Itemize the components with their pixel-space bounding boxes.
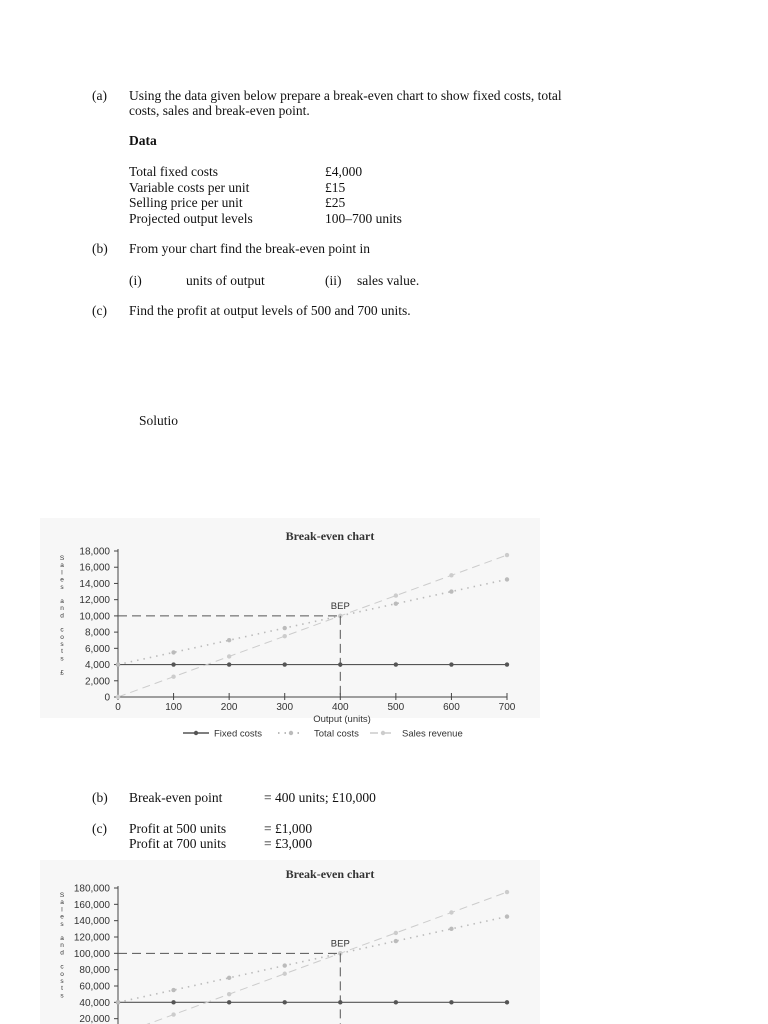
y-axis-label-letter: s [60, 920, 64, 928]
data-point [171, 1000, 175, 1004]
chart-title: Break-even chart [285, 529, 375, 543]
series-line-sales-revenue [118, 892, 507, 1024]
y-tick-label: 160,000 [73, 899, 110, 911]
data-row-value: £25 [325, 195, 346, 210]
x-tick-label: 0 [115, 702, 121, 713]
y-axis-label-letter: c [60, 626, 64, 634]
data-point [449, 1000, 453, 1004]
data-point [505, 553, 509, 557]
y-axis-label-letter: d [60, 949, 64, 957]
data-point [171, 988, 175, 992]
legend-marker [289, 731, 293, 735]
y-tick-label: 40,000 [79, 997, 110, 1009]
answer-c-name-2: Profit at 700 units [129, 836, 227, 851]
y-tick-label: 16,000 [79, 562, 110, 574]
series-line-sales-revenue [118, 555, 507, 697]
data-row-name: Variable costs per unit [129, 180, 250, 195]
y-tick-label: 140,000 [73, 916, 110, 928]
y-tick-label: 14,000 [79, 578, 110, 590]
data-point [505, 662, 509, 666]
question-b-ii-text: sales value. [357, 273, 420, 288]
data-point [283, 634, 287, 638]
data-point [227, 638, 231, 642]
series-line-total-costs [118, 917, 507, 1003]
y-tick-label: 2,000 [84, 676, 110, 688]
data-point [283, 626, 287, 630]
y-axis-label-letter: £ [60, 669, 64, 677]
x-tick-label: 600 [443, 702, 460, 713]
y-tick-label: 180,000 [73, 883, 110, 895]
question-a-line1: Using the data given below prepare a break-even chart to show fixed costs, total [129, 88, 562, 103]
data-point [505, 890, 509, 894]
question-b-label: (b) [92, 241, 108, 256]
y-axis-label-letter: s [60, 992, 64, 1000]
data-point [394, 602, 398, 606]
question-a-line2: costs, sales and break-even point. [129, 103, 310, 118]
data-row-name: Projected output levels [129, 211, 253, 226]
answer-c-value-1: = £1,000 [264, 821, 313, 836]
y-tick-label: 8,000 [84, 627, 110, 639]
data-row-name: Total fixed costs [129, 164, 219, 179]
data-point [171, 1012, 175, 1016]
data-point [505, 577, 509, 581]
chart-title: Break-even chart [285, 867, 375, 881]
break-even-chart-2 [0, 860, 768, 1024]
y-tick-label: 4,000 [84, 660, 110, 672]
question-b-i-label: (i) [129, 273, 142, 288]
data-point [116, 662, 120, 666]
data-point [283, 963, 287, 967]
data-heading: Data [129, 133, 157, 148]
data-point [505, 1000, 509, 1004]
y-axis-label-letter: l [61, 569, 63, 577]
question-b-text: From your chart find the break-even point in [129, 241, 371, 256]
question-a-label: (a) [92, 88, 107, 103]
data-point [283, 972, 287, 976]
y-tick-label: 12,000 [79, 595, 110, 607]
data-point [505, 914, 509, 918]
question-c-text: Find the profit at output levels of 500 and 700 units. [129, 303, 411, 318]
data-point [171, 662, 175, 666]
data-point [394, 931, 398, 935]
data-point [227, 976, 231, 980]
x-tick-label: 200 [220, 702, 238, 713]
data-point [116, 1000, 120, 1004]
y-axis-label-letter: c [60, 963, 64, 971]
data-point [227, 662, 231, 666]
answer-c-value-2: = £3,000 [264, 836, 313, 851]
y-axis-label-letter: e [60, 576, 64, 584]
y-tick-label: 6,000 [84, 643, 110, 655]
data-point [394, 1000, 398, 1004]
legend-label: Total costs [314, 728, 359, 740]
data-point [449, 589, 453, 593]
y-axis-label-letter: S [59, 892, 65, 899]
y-tick-label: 120,000 [73, 932, 110, 944]
legend-marker [381, 731, 385, 735]
legend-label: Sales revenue [402, 728, 463, 740]
x-tick-label: 500 [387, 702, 405, 713]
y-axis-label-letter: a [60, 935, 64, 942]
y-axis-label-letter: s [60, 583, 64, 591]
y-axis-label-letter: S [59, 555, 65, 562]
y-axis-label-letter: d [60, 612, 64, 620]
y-axis-label-letter: o [60, 633, 64, 641]
data-point [394, 593, 398, 597]
series-line-total-costs [118, 579, 507, 664]
bep-label: BEP [330, 938, 350, 950]
y-axis-label-letter: l [61, 906, 63, 914]
answer-b-name: Break-even point [129, 790, 223, 805]
x-tick-label: 300 [276, 702, 294, 713]
y-axis-label-letter: s [60, 655, 64, 663]
y-axis-label-letter: n [60, 942, 64, 950]
y-tick-label: 18,000 [79, 546, 110, 558]
x-axis-label: Output (units) [313, 714, 371, 725]
data-point [449, 927, 453, 931]
y-axis-label-letter: s [60, 978, 64, 985]
data-point [394, 662, 398, 666]
question-c-label: (c) [92, 303, 107, 318]
data-point [171, 650, 175, 654]
y-axis-label-letter: s [60, 641, 64, 648]
answer-b-value: = 400 units; £10,000 [264, 790, 376, 805]
bep-label: BEP [330, 600, 350, 612]
x-tick-label: 700 [498, 702, 516, 713]
answer-c-label: (c) [92, 821, 107, 836]
y-tick-label: 10,000 [79, 611, 110, 623]
break-even-chart-1 [0, 520, 768, 745]
data-point [116, 695, 120, 699]
y-axis-label-letter: n [60, 605, 64, 613]
x-tick-label: 100 [165, 702, 182, 713]
y-axis-label-letter: a [60, 562, 64, 570]
data-point [449, 662, 453, 666]
data-point [227, 992, 231, 996]
data-point [227, 654, 231, 658]
answer-c-name-1: Profit at 500 units [129, 821, 227, 836]
y-tick-label: 100,000 [73, 948, 110, 960]
y-axis-label-letter: t [61, 985, 63, 993]
data-point [283, 1000, 287, 1004]
x-tick-label: 400 [331, 702, 349, 713]
y-tick-label: 80,000 [79, 965, 110, 977]
data-point [449, 910, 453, 914]
question-b-i-text: units of output [186, 273, 265, 288]
legend-marker [194, 731, 198, 735]
question-b-ii-label: (ii) [325, 273, 342, 288]
y-axis-label-letter: a [60, 598, 64, 605]
legend-label: Fixed costs [214, 728, 263, 740]
data-row-value: £4,000 [325, 164, 363, 179]
data-point [283, 662, 287, 666]
y-axis-label-letter: e [60, 913, 64, 921]
y-axis-label-letter: o [60, 970, 64, 978]
solution-heading: Solutio [139, 413, 179, 428]
data-point [449, 573, 453, 577]
y-tick-label: 0 [104, 692, 110, 704]
data-point [394, 939, 398, 943]
y-tick-label: 20,000 [79, 1014, 110, 1024]
data-point [227, 1000, 231, 1004]
data-row-value: £15 [325, 180, 346, 195]
answer-b-label: (b) [92, 790, 108, 805]
y-tick-label: 60,000 [79, 981, 110, 993]
data-row-value: 100–700 units [325, 211, 402, 226]
data-point [171, 675, 175, 679]
data-row-name: Selling price per unit [129, 195, 243, 210]
y-axis-label-letter: a [60, 899, 64, 907]
y-axis-label-letter: t [61, 648, 63, 656]
